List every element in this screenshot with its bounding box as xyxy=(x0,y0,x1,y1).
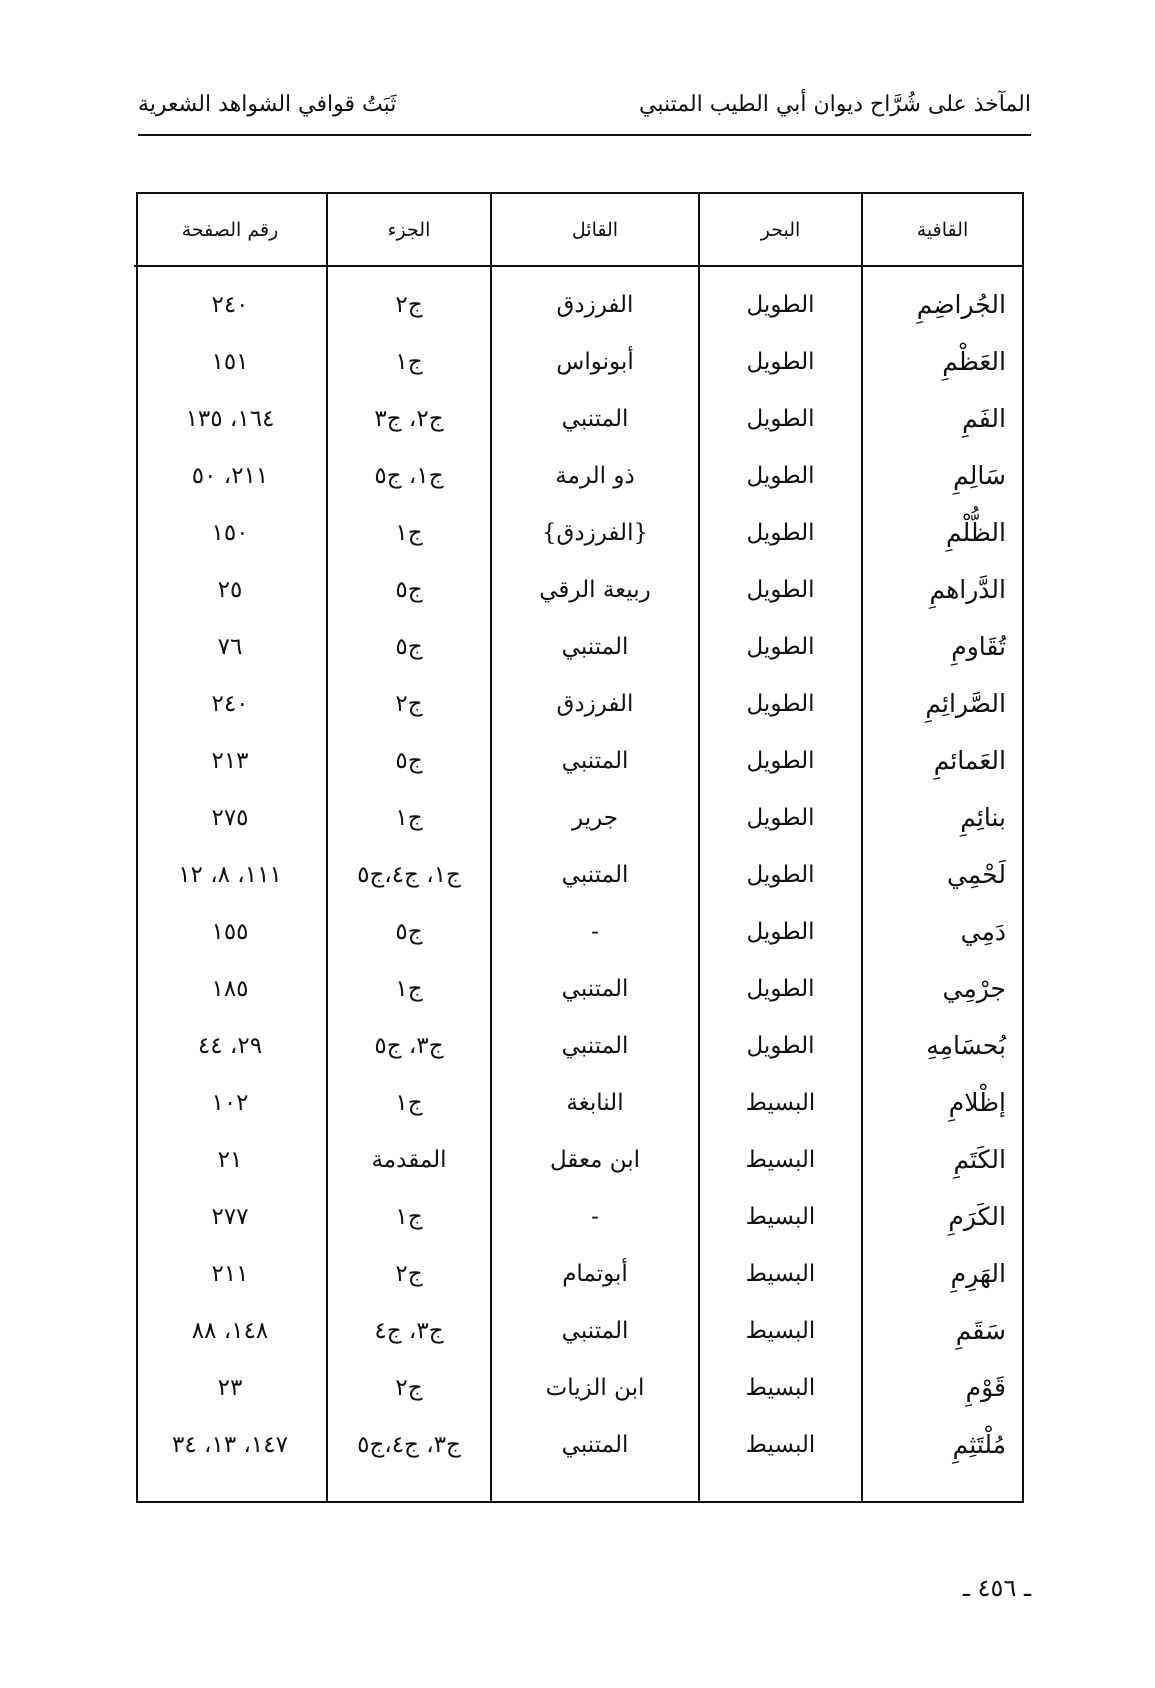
cell-qail: جرير xyxy=(491,789,699,846)
cell-safha: ١٦٤، ١٣٥ xyxy=(185,405,275,432)
cell-safha: ٢٤٠ xyxy=(211,690,249,717)
cell-qafiya: الدَّراهمِ xyxy=(862,561,1022,618)
cell-qail: ربيعة الرقي xyxy=(491,561,699,618)
cell-safha: ٢١ xyxy=(217,1146,243,1173)
filler-cell xyxy=(134,1473,327,1501)
spacer-cell xyxy=(862,266,1022,276)
table-row xyxy=(134,561,1022,618)
cell-bahr: البسيط xyxy=(699,1359,862,1416)
cell-qafiya: الكَتَمِ xyxy=(862,1131,1022,1188)
cell-qail: الفرزدق xyxy=(491,276,699,333)
cell-qafiya: الظُّلْمِ xyxy=(862,504,1022,561)
cell-juz: ج١ xyxy=(327,789,491,846)
book-title: المآخذ على شُرَّاح ديوان أبي الطيب المتنبي xyxy=(639,92,1031,117)
cell-bahr: الطويل xyxy=(699,333,862,390)
table-body xyxy=(134,266,1022,1501)
cell-bahr: الطويل xyxy=(699,789,862,846)
cell-qail: المتنبي xyxy=(491,1416,699,1473)
cell-bahr: البسيط xyxy=(699,1131,862,1188)
filler-cell xyxy=(327,1473,491,1501)
cell-safha: ٢٥ xyxy=(217,576,243,603)
cell-juz: ج٣، ج٤،ج٥ xyxy=(327,1416,491,1473)
cell-qail: المتنبي xyxy=(491,618,699,675)
cell-safha: ٢٤٠ xyxy=(211,291,249,318)
cell-qail: أبوتمام xyxy=(491,1245,699,1302)
cell-bahr: الطويل xyxy=(699,1017,862,1074)
cell-juz: المقدمة xyxy=(327,1131,491,1188)
cell-qafiya: الهَرِمِ xyxy=(862,1245,1022,1302)
rhymes-grid xyxy=(134,194,1022,1501)
filler-cell xyxy=(862,1473,1022,1501)
table-header-row xyxy=(134,194,1022,266)
cell-qafiya: الجُراضِمِ xyxy=(862,276,1022,333)
cell-qafiya: قَوْمِ xyxy=(862,1359,1022,1416)
cell-qail: المتنبي xyxy=(491,1302,699,1359)
table-row xyxy=(134,1074,1022,1131)
cell-safha: ١٠٢ xyxy=(211,1089,249,1116)
table-spacer-row xyxy=(134,266,1022,276)
spacer-cell xyxy=(327,266,491,276)
column-header-qafiya: القافية xyxy=(862,194,1022,266)
cell-bahr: الطويل xyxy=(699,276,862,333)
table-row xyxy=(134,390,1022,447)
cell-bahr: الطويل xyxy=(699,903,862,960)
running-header xyxy=(138,88,1031,136)
cell-qafiya: دَمِي xyxy=(862,903,1022,960)
cell-qafiya: الكَرَمِ xyxy=(862,1188,1022,1245)
table-row xyxy=(134,903,1022,960)
cell-safha: ٢٧٥ xyxy=(211,804,249,831)
cell-qafiya: الفَمِ xyxy=(862,390,1022,447)
cell-qail: المتنبي xyxy=(491,846,699,903)
filler-cell xyxy=(699,1473,862,1501)
cell-qafiya: بنائِمِ xyxy=(862,789,1022,846)
cell-qafiya: مُلْتَثِمِ xyxy=(862,1416,1022,1473)
cell-safha: ٢٩، ٤٤ xyxy=(197,1032,263,1059)
cell-qafiya: تُقَاومِ xyxy=(862,618,1022,675)
cell-safha: ١٥٥ xyxy=(211,918,249,945)
cell-bahr: البسيط xyxy=(699,1245,862,1302)
cell-juz: ج٣، ج٤ xyxy=(327,1302,491,1359)
cell-bahr: البسيط xyxy=(699,1416,862,1473)
cell-juz: ج١، ج٤،ج٥ xyxy=(327,846,491,903)
spacer-cell xyxy=(491,266,699,276)
cell-bahr: الطويل xyxy=(699,561,862,618)
table-row xyxy=(134,1131,1022,1188)
cell-bahr: البسيط xyxy=(699,1302,862,1359)
cell-bahr: الطويل xyxy=(699,390,862,447)
table-filler-row xyxy=(134,1473,1022,1501)
cell-bahr: الطويل xyxy=(699,846,862,903)
cell-qail: المتنبي xyxy=(491,1017,699,1074)
cell-bahr: الطويل xyxy=(699,675,862,732)
column-header-juz: الجزء xyxy=(327,194,491,266)
cell-qafiya: بُحسَامِهِ xyxy=(862,1017,1022,1074)
cell-qafiya: إظْلامِ xyxy=(862,1074,1022,1131)
cell-qail: {الفرزدق} xyxy=(491,504,699,561)
spacer-cell xyxy=(699,266,862,276)
table-row xyxy=(134,333,1022,390)
cell-qafiya: سَقَمِ xyxy=(862,1302,1022,1359)
column-header-bahr: البحر xyxy=(699,194,862,266)
cell-safha: ٢٣ xyxy=(217,1374,243,1401)
cell-safha: ١١١، ٨، ١٢ xyxy=(178,861,282,888)
cell-juz: ج٢، ج٣ xyxy=(327,390,491,447)
cell-juz: ج٢ xyxy=(327,675,491,732)
table-row xyxy=(134,1017,1022,1074)
cell-qail: ذو الرمة xyxy=(491,447,699,504)
cell-juz: ج١ xyxy=(327,1188,491,1245)
table-row xyxy=(134,1188,1022,1245)
cell-juz: ج٢ xyxy=(327,1245,491,1302)
cell-juz: ج٥ xyxy=(327,561,491,618)
table-row xyxy=(134,1302,1022,1359)
cell-bahr: الطويل xyxy=(699,618,862,675)
table-row xyxy=(134,1245,1022,1302)
cell-qail: المتنبي xyxy=(491,960,699,1017)
cell-juz: ج١ xyxy=(327,1074,491,1131)
cell-qail: - xyxy=(491,1188,699,1245)
cell-bahr: الطويل xyxy=(699,447,862,504)
cell-safha: ١٥١ xyxy=(211,348,249,375)
cell-qail: - xyxy=(491,903,699,960)
cell-qail: الفرزدق xyxy=(491,675,699,732)
cell-safha: ٢١١ xyxy=(211,1260,249,1287)
cell-safha: ١٤٧، ١٣، ٣٤ xyxy=(172,1431,288,1458)
spacer-cell xyxy=(134,266,327,276)
table-row xyxy=(134,789,1022,846)
column-header-safha: رقم الصفحة xyxy=(134,194,327,266)
column-header-qail: القائل xyxy=(491,194,699,266)
table-row xyxy=(134,276,1022,333)
table-row xyxy=(134,675,1022,732)
table-row xyxy=(134,846,1022,903)
cell-safha: ٧٦ xyxy=(217,633,243,660)
table-row xyxy=(134,732,1022,789)
cell-safha: ٢١١، ٥٠ xyxy=(191,462,269,489)
cell-juz: ج٣، ج٥ xyxy=(327,1017,491,1074)
cell-juz: ج١ xyxy=(327,333,491,390)
cell-qafiya: لَحْمِي xyxy=(862,846,1022,903)
table-row xyxy=(134,1416,1022,1473)
cell-qafiya: العَظْمِ xyxy=(862,333,1022,390)
cell-qail: المتنبي xyxy=(491,732,699,789)
table-row xyxy=(134,960,1022,1017)
cell-juz: ج١ xyxy=(327,504,491,561)
cell-qail: المتنبي xyxy=(491,390,699,447)
cell-juz: ج١، ج٥ xyxy=(327,447,491,504)
section-title: ثَبَتُ قوافي الشواهد الشعرية xyxy=(138,92,397,117)
cell-bahr: الطويل xyxy=(699,504,862,561)
table-row xyxy=(134,447,1022,504)
cell-juz: ج٥ xyxy=(327,732,491,789)
table-row xyxy=(134,504,1022,561)
cell-bahr: البسيط xyxy=(699,1188,862,1245)
cell-juz: ج٥ xyxy=(327,618,491,675)
cell-qafiya: العَمائمِ xyxy=(862,732,1022,789)
filler-cell xyxy=(491,1473,699,1501)
cell-bahr: الطويل xyxy=(699,960,862,1017)
cell-juz: ج٢ xyxy=(327,276,491,333)
cell-bahr: الطويل xyxy=(699,732,862,789)
cell-safha: ١٨٥ xyxy=(211,975,249,1002)
cell-qail: ابن معقل xyxy=(491,1131,699,1188)
cell-qafiya: الصَّرائِمِ xyxy=(862,675,1022,732)
cell-juz: ج٢ xyxy=(327,1359,491,1416)
cell-safha: ٢٧٧ xyxy=(211,1203,249,1230)
cell-qail: النابغة xyxy=(491,1074,699,1131)
table-row xyxy=(134,1359,1022,1416)
cell-juz: ج١ xyxy=(327,960,491,1017)
page-number: ـ ٤٥٦ ـ xyxy=(962,1574,1031,1602)
cell-qail: أبونواس xyxy=(491,333,699,390)
cell-qafiya: جرْمِي xyxy=(862,960,1022,1017)
cell-juz: ج٥ xyxy=(327,903,491,960)
cell-safha: ١٥٠ xyxy=(211,519,249,546)
cell-bahr: البسيط xyxy=(699,1074,862,1131)
rhymes-index-table xyxy=(136,192,1024,1503)
cell-safha: ١٤٨، ٨٨ xyxy=(191,1317,269,1344)
cell-safha: ٢١٣ xyxy=(211,747,249,774)
cell-qafiya: سَالِمِ xyxy=(862,447,1022,504)
cell-qail: ابن الزيات xyxy=(491,1359,699,1416)
table-row xyxy=(134,618,1022,675)
